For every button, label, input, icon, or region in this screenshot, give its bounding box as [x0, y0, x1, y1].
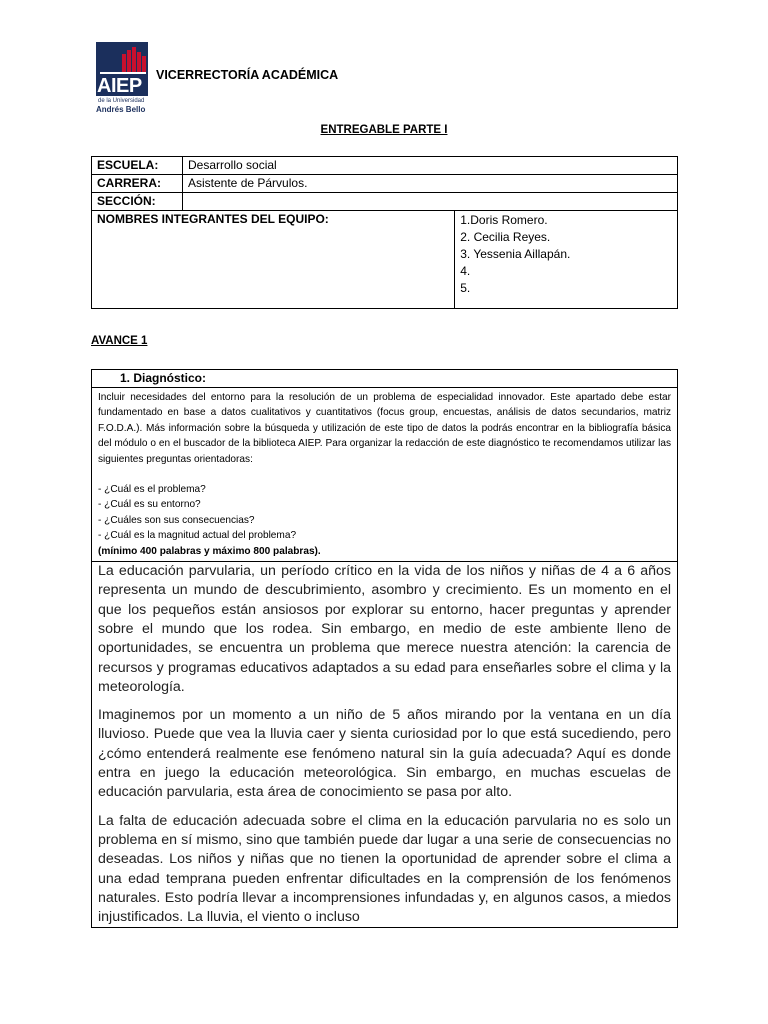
logo-university: Andrés Bello — [96, 105, 146, 114]
question-item: - ¿Cuál es la magnitud actual del problema? — [98, 530, 297, 542]
instructions-text: Incluir necesidades del entorno para la resolución de un problema de especialidad innovador. Este apartado debe estar fundamentado en base a datos cualitativos y cuantitativos (focus group, encuestas, análisis de datos secundarios, matriz F.O.D.A.). Más información sobre la búsqueda y utilización de este tipo de datos la podrás encontrar en la bibliografía básica del módulo o en el buscador de la biblioteca AIEP. Para organizar la redacción de este diagnóstico te recomendamos utilizar las siguientes preguntas orientadoras: — [98, 392, 671, 465]
member-item: 2. Cecilia Reyes. — [460, 230, 551, 244]
word-limit: (mínimo 400 palabras y máximo 800 palabras). — [98, 545, 321, 557]
diagnostico-box — [91, 369, 678, 928]
escuela-value: Desarrollo social — [183, 157, 678, 175]
member-item: 1.Doris Romero. — [460, 213, 548, 227]
document-header — [96, 42, 696, 122]
member-item: 3. Yessenia Aillapán. — [460, 247, 571, 261]
table-row — [92, 157, 678, 175]
nombres-label: NOMBRES INTEGRANTES DEL EQUIPO: — [92, 211, 455, 309]
table-row — [92, 193, 678, 211]
building-icon — [96, 42, 148, 76]
member-item: 5. — [460, 281, 471, 295]
table-row — [92, 211, 678, 309]
logo-emblem — [96, 42, 148, 96]
header-title: VICERRECTORÍA ACADÉMICA — [156, 68, 339, 82]
logo-text: AIEP — [97, 75, 142, 97]
essay-paragraph: La falta de educación adecuada sobre el clima en la educación parvularia no es solo un problema en sí mismo, sino que también puede dar lugar a una serie de consecuencias no deseadas. Los niños y niñas que no tienen la oportunidad de aprender sobre el clima a una edad temprana pueden enfrentar dificultades en la comprensión de los fenómenos naturales. Esto podría llevar a incomprensiones infundadas y, en algunos casos, a miedos injustificados. La lluvia, el viento o incluso — [98, 812, 671, 926]
member-item: 4. — [460, 264, 471, 278]
document-title: ENTREGABLE PARTE I — [320, 124, 448, 136]
members-cell — [455, 211, 678, 309]
info-table — [91, 156, 678, 309]
carrera-value: Asistente de Párvulos. — [183, 175, 678, 193]
diagnostico-instructions — [92, 388, 677, 562]
logo-subtitle: de la Universidad — [98, 98, 145, 104]
seccion-label: SECCIÓN: — [92, 193, 183, 211]
question-item: - ¿Cuáles son sus consecuencias? — [98, 514, 255, 526]
essay-body — [92, 562, 677, 927]
table-row — [92, 175, 678, 193]
diagnostico-title: 1. Diagnóstico: — [92, 370, 677, 388]
aiep-logo — [96, 42, 148, 118]
question-item: - ¿Cuál es el problema? — [98, 484, 206, 496]
escuela-label: ESCUELA: — [92, 157, 183, 175]
question-item: - ¿Cuál es su entorno? — [98, 499, 201, 511]
seccion-value — [183, 193, 678, 211]
avance-heading: AVANCE 1 — [91, 335, 148, 347]
carrera-label: CARRERA: — [92, 175, 183, 193]
essay-paragraph: La educación parvularia, un período crítico en la vida de los niños y niñas de 4 a 6 años representa un mundo de descubrimiento, asombro y crecimiento. Es un momento en el que los pequeños están ansiosos por explorar su entorno, hacer preguntas y aprender sobre el mundo que los rodea. Sin embargo, en medio de este ambiente lleno de oportunidades, se encuentra un problema que merece nuestra atención: la carencia de recursos y programas educativos adaptados a su edad para enseñarles sobre el clima y la meteorología. — [98, 563, 671, 695]
essay-paragraph: Imaginemos por un momento a un niño de 5 años mirando por la ventana en un día lluvioso. Puede que vea la lluvia caer y sienta curiosidad por lo que está sucediendo, pero ¿cómo entenderá realmente ese fenómeno natural sin la guía adecuada? Aquí es donde entra en juego la educación meteorológica. Sin embargo, en muchas escuelas de educación parvularia, esta área de conocimiento se pasa por alto. — [98, 707, 671, 801]
